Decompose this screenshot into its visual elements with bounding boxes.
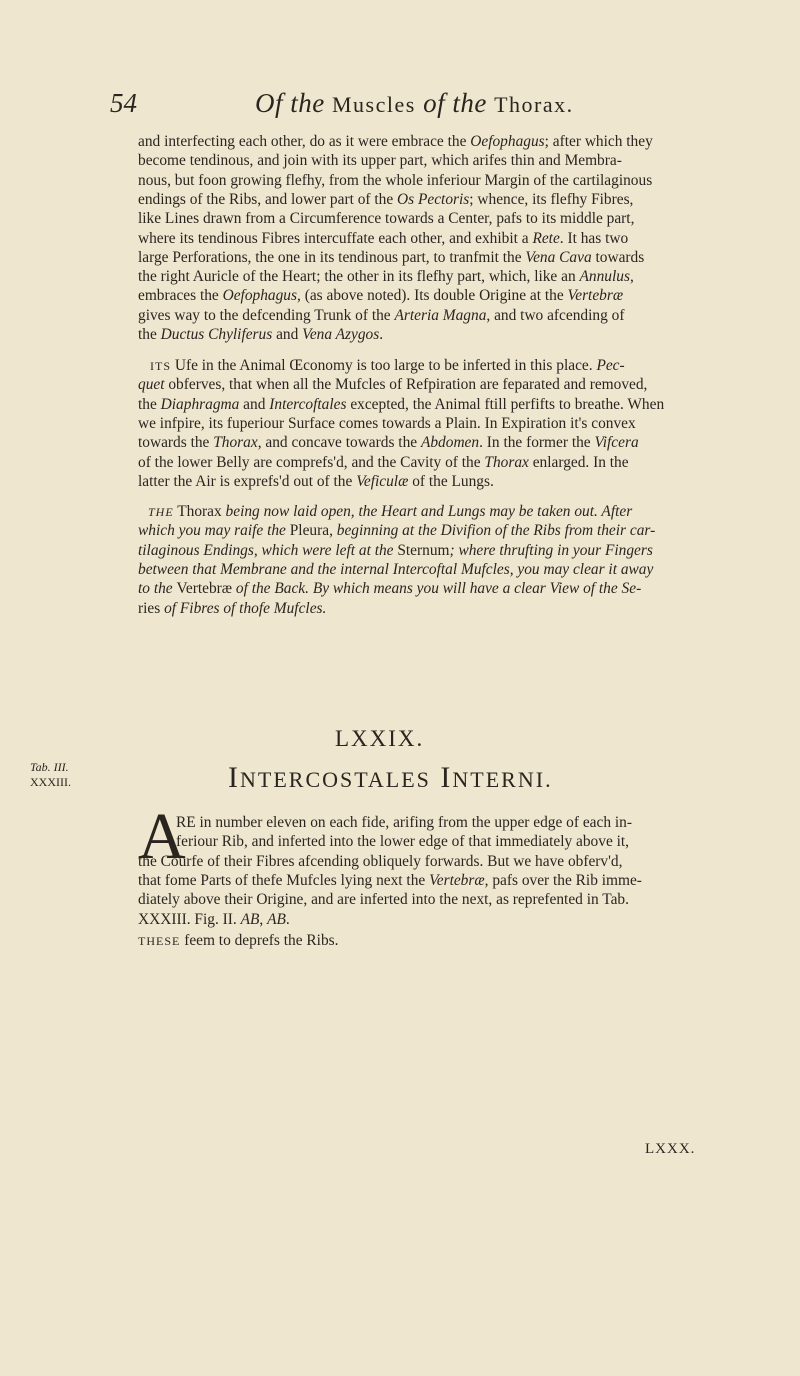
text-run: that fome Parts of thefe Mufcles lying next the [138,871,430,889]
text-run: Pleura [289,522,330,540]
text-run: the Courfe of their Fibres afcending obliquely forwards. But we have obferv'd, [138,852,623,870]
margin-note-tab-number: III. [53,760,69,774]
text-run: , [629,268,634,286]
text-run: and [239,395,270,413]
text-run: THESE [138,934,181,948]
text-run: . [285,910,290,928]
section-number: LXXIX. [335,726,425,751]
text-run: and [272,326,303,343]
text-run: towards [591,248,645,266]
margin-note-fig: XXXIII. [30,775,71,789]
text-line [138,579,641,598]
running-title-muscles: Muscles [332,92,416,117]
running-title-thorax: Thorax. [494,92,574,117]
text-run: . [379,326,384,343]
text-run: where its tendinous Fibres intercuffate each other, and exhibit a [138,229,533,247]
text-run: to the [138,580,177,598]
text-run: large Perforations, the one in its tendinous part, to tranfmit the [138,248,526,266]
catchword: LXXX. [645,1141,696,1157]
page-number: 54 [110,88,137,118]
section-title-ntercostales: NTERCOSTALES [240,767,431,792]
text-run: Vertebræ [567,287,624,305]
text-run: being now laid open, the Heart and Lungs may be taken out. After [225,503,633,520]
text-run: RE in number eleven on each fide, arifing from the upper edge of each in- [176,814,632,831]
text-run: which you may raife the [138,522,290,540]
text-run: Vertebræ [429,871,485,889]
text-run: , and concave towards the [257,434,421,452]
text-line [138,375,647,394]
text-run: like Lines drawn from a Circumference towards a Center, pafs to its middle part, [138,210,635,228]
text-run: diately above their Origine, and are inferted into the next, as reprefented in Tab. [138,891,629,909]
text-run: embraces the [138,287,223,305]
text-line [138,267,634,286]
drop-cap: A [138,800,186,873]
running-title-of: Of [255,88,283,118]
text-run: Arteria Magna [394,306,487,324]
text-run: , and two afcending of [486,306,625,324]
text-run: Abdomen [420,434,480,452]
text-run: Vertebræ [176,580,233,598]
text-run: , (as above noted). Its double Origine at the [297,287,568,305]
text-line [138,151,622,170]
text-run: Annulus [579,268,630,286]
text-run: the right Auricle of the Heart; the other in its flefhy part, which, like an [138,268,580,286]
text-line [138,599,326,618]
text-run: obferves, that when all the Mufcles of Refpiration are feparated and removed, [164,376,648,394]
running-title-of-2: of [423,88,446,118]
text-line [138,325,383,344]
section-title-i: I [228,761,240,794]
text-run: THE [148,505,174,519]
running-title-the-2: the [452,88,487,118]
text-run: Thorax [173,503,226,520]
text-line [138,472,494,491]
text-run: ITS [150,359,171,373]
text-run: AB [240,910,260,928]
text-line [138,286,623,305]
text-run: , pafs over the Rib imme- [484,871,642,889]
text-run: the [138,395,161,413]
text-run: endings of the Ribs, and lower part of the [138,190,398,208]
text-run: of Fibres of thofe Mufcles. [164,599,327,617]
text-run: ; where thrufting in your Fingers [449,541,653,559]
text-run: latter the Air is exprefs'd out of the [138,472,357,490]
text-run: ries [138,599,165,617]
running-title [255,88,574,119]
margin-note-tab [30,760,71,775]
text-line [138,171,652,190]
text-line [138,871,642,890]
text-line [138,229,628,248]
text-line [138,890,629,909]
text-run: Thorax [213,434,258,452]
section-title-i2: I [440,761,453,794]
text-run: Os Pectoris [397,190,470,208]
text-line [138,414,636,433]
text-run: feriour Rib, and inferted into the lower edge of that immediately above it, [176,833,630,851]
text-run: Sternum [397,541,450,559]
text-line [138,521,655,540]
text-line [150,356,625,376]
margin-note-tab-label: Tab. [30,760,51,774]
text-run: tilaginous Endings, which were left at the [138,541,398,559]
text-run: nous, but foon growing flefhy, from the whole inferiour Margin of the cartilaginous [138,171,653,189]
text-run: Vena Azygos [302,326,380,343]
text-run: excepted, the Animal ftill perfifts to breathe. When [346,395,665,413]
text-run: the [138,326,161,343]
text-run: ; whence, its flefhy Fibres, [469,190,634,208]
text-run: , [259,910,268,928]
section-title-nterni: NTERNI. [452,767,553,792]
text-run: Pec- [596,357,625,374]
text-run: quet [138,376,165,394]
running-title-the: the [290,88,325,118]
text-run: Ufe in the Animal Œconomy is too large to be inferted in this place. [171,357,597,374]
text-run: become tendinous, and join with its upper part, which arifes thin and Membra- [138,152,622,170]
text-line [138,931,338,951]
text-line [138,910,290,929]
text-run: enlarged. In the [528,453,629,471]
text-run: we infpire, its fuperiour Surface comes towards a Plain. In Expiration it's convex [138,414,636,432]
section-title [228,761,553,795]
text-run: Ductus Chyliferus [160,326,273,343]
text-run: AB [267,910,286,928]
text-line [148,502,632,522]
running-header [110,88,670,128]
margin-note [30,760,71,790]
text-run: towards the [138,434,214,452]
text-run: Oefophagus [222,287,297,305]
text-run: Thorax [484,453,529,471]
text-run: of the Lungs. [408,472,494,490]
text-line [138,248,644,267]
text-run: XXXIII. Fig. II. [138,910,241,928]
text-run: Intercoftales [269,395,347,413]
text-run: feem to deprefs the Ribs. [180,932,339,949]
text-line [138,560,653,579]
text-line [138,541,653,560]
text-run: Diaphragma [160,395,240,413]
text-line [138,395,664,414]
text-line [176,832,629,851]
text-run: Oefophagus [470,133,545,150]
text-run: between that Membrane and the internal Intercoftal Mufcles, you may clear it away [138,560,654,578]
text-run: Vifcera [594,434,639,452]
text-run: and interfecting each other, do as it were embrace the [138,133,471,150]
text-run: of the Back. By which means you will have a clear View of the Se- [232,580,642,598]
text-line [138,852,622,871]
text-run: . In the former the [479,434,595,452]
text-line [176,813,632,832]
text-run: Vena Cava [525,248,592,266]
text-run: Veficulæ [356,472,409,490]
text-run: . It has two [559,229,629,247]
text-line [138,306,624,325]
text-line [138,453,629,472]
text-line [138,132,653,151]
text-line [138,433,639,452]
text-run: of the lower Belly are comprefs'd, and the Cavity of the [138,453,485,471]
text-run: , beginning at the Divifion of the Ribs from their car- [329,522,656,540]
text-run: Rete [532,229,560,247]
text-line [138,190,633,209]
text-run: ; after which they [544,133,653,150]
text-line [138,209,634,228]
text-run: gives way to the defcending Trunk of the [138,306,395,324]
